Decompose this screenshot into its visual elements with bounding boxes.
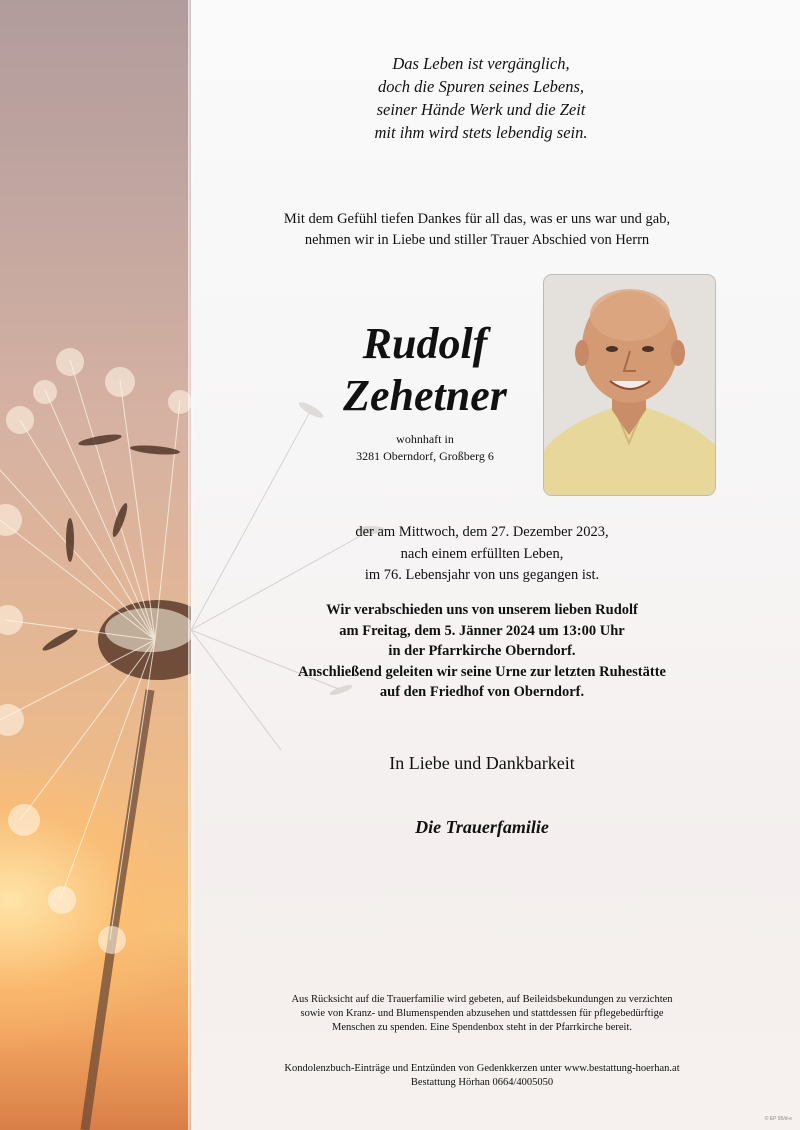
family-signature: Die Trauerfamilie	[415, 817, 549, 837]
funeral-line: Anschließend geleiten wir seine Urne zur letzten Ruhestätte	[298, 663, 666, 680]
funeral-details	[182, 600, 782, 703]
deceased-first-name: Rudolf	[362, 319, 488, 368]
intro-text	[182, 209, 772, 251]
notice-line: Menschen zu spenden. Eine Spendenbox steht in der Pfarrkirche bereit.	[331, 1022, 633, 1033]
intro-line: nehmen wir in Liebe und stiller Trauer Abschied von Herrn	[304, 232, 650, 248]
intro-line: Mit dem Gefühl tiefen Dankes für all das, was er uns war und gab,	[283, 211, 671, 227]
closing-phrase: In Liebe und Dankbarkeit	[389, 753, 575, 773]
notice-line: sowie von Kranz- und Blumenspenden abzusehen und stattdessen für pflegebedürftige	[300, 1008, 664, 1019]
funeral-line: am Freitag, dem 5. Jänner 2024 um 13:00 Uhr	[339, 622, 625, 639]
dandelion-image	[0, 0, 191, 1130]
residence-address: 3281 Oberndorf, Großberg 6	[356, 449, 494, 463]
quote-line: seiner Hände Werk und die Zeit	[376, 100, 586, 119]
memorial-quote	[191, 52, 771, 144]
quote-line: doch die Spuren seines Lebens,	[377, 77, 585, 96]
funeral-home-contact	[182, 1062, 782, 1090]
quote-line: mit ihm wird stets lebendig sein.	[374, 123, 588, 142]
deceased-last-name: Zehetner	[343, 371, 507, 420]
quote-line: Das Leben ist vergänglich,	[392, 54, 570, 73]
dandelion-illustration	[0, 0, 191, 1130]
death-notice	[182, 522, 782, 587]
residence	[320, 431, 530, 465]
death-line: der am Mittwoch, dem 27. Dezember 2023,	[355, 524, 609, 540]
notice-line: Aus Rücksicht auf die Trauerfamilie wird gebeten, auf Beileidsbekundungen zu verzichten	[291, 994, 673, 1005]
death-line: im 76. Lebensjahr von uns gegangen ist.	[364, 567, 600, 583]
funeral-line: Wir verabschieden uns von unserem lieben Rudolf	[326, 602, 638, 618]
funeral-line: in der Pfarrkirche Oberndorf.	[388, 643, 576, 659]
condolence-link-text[interactable]: Kondolenzbuch-Einträge und Entzünden von Gedenkkerzen unter www.bestattung-hoerhan.at	[284, 1063, 680, 1074]
donation-notice	[182, 993, 782, 1035]
funeral-home-phone: Bestattung Hörhan 0664/4005050	[410, 1077, 554, 1088]
portrait-photo	[543, 274, 716, 496]
funeral-line: auf den Friedhof von Oberndorf.	[379, 684, 585, 700]
portrait-illustration	[544, 275, 715, 495]
death-line: nach einem erfüllten Leben,	[400, 545, 564, 562]
print-code: © EP 95/d-e	[764, 1116, 792, 1122]
residence-label: wohnhaft in	[396, 432, 454, 446]
